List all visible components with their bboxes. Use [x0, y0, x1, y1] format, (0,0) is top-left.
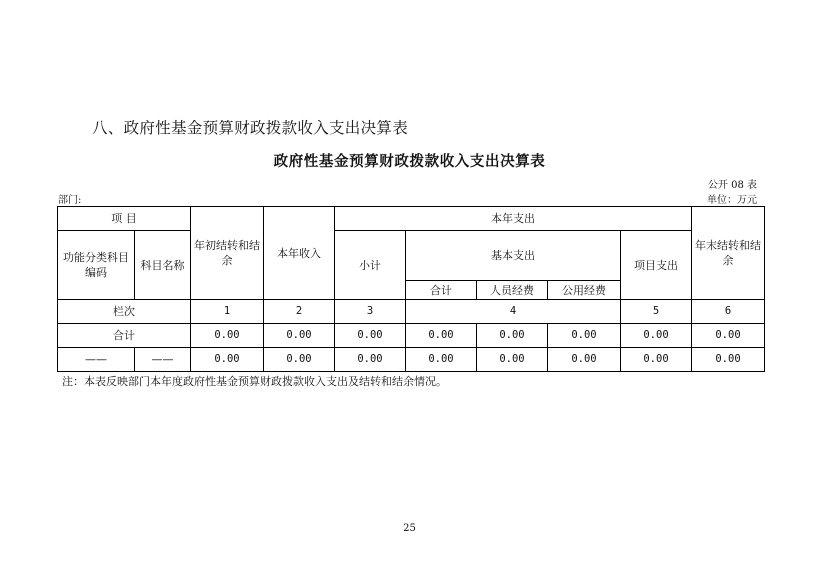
- cell-value: 0.00: [264, 324, 335, 348]
- cell-value: 0.00: [191, 324, 264, 348]
- cell-value: 0.00: [335, 324, 406, 348]
- row-name: ——: [135, 348, 191, 372]
- department-label: 部门:: [58, 195, 82, 206]
- column-index-cell: 4: [406, 300, 621, 324]
- cell-value: 0.00: [692, 324, 765, 348]
- header-begin-balance: 年初结转和结余: [191, 207, 264, 300]
- cell-value: 0.00: [692, 348, 765, 372]
- header-func-code: 功能分类科目编码: [58, 231, 135, 300]
- header-expense: 本年支出: [335, 207, 692, 231]
- table-row: [58, 348, 765, 372]
- header-subject-name: 科目名称: [135, 231, 191, 300]
- cell-value: 0.00: [477, 348, 548, 372]
- column-index-label: 栏次: [58, 300, 191, 324]
- cell-value: 0.00: [621, 324, 692, 348]
- header-personnel: 人员经费: [477, 281, 548, 300]
- cell-value: 0.00: [477, 324, 548, 348]
- footnote: 注：本表反映部门本年度政府性基金预算财政拨款收入支出及结转和结余情况。: [62, 375, 447, 388]
- column-index-cell: 2: [264, 300, 335, 324]
- header-income: 本年收入: [264, 207, 335, 300]
- cell-value: 0.00: [548, 348, 621, 372]
- header-basic-expense: 基本支出: [406, 231, 621, 281]
- row-label: 合计: [58, 324, 191, 348]
- column-index-cell: 5: [621, 300, 692, 324]
- column-index-cell: 6: [692, 300, 765, 324]
- table-title: 政府性基金预算财政拨款收入支出决算表: [273, 154, 546, 170]
- cell-value: 0.00: [264, 348, 335, 372]
- header-subtotal: 小计: [335, 231, 406, 300]
- section-heading: 八、政府性基金预算财政拨款收入支出决算表: [92, 119, 409, 137]
- form-number: 公开 08 表: [707, 180, 757, 191]
- row-code: ——: [58, 348, 135, 372]
- column-index-cell: 1: [191, 300, 264, 324]
- cell-value: 0.00: [406, 348, 477, 372]
- unit-label: 单位：万元: [707, 195, 757, 206]
- header-project-expense: 项目支出: [621, 231, 692, 300]
- cell-value: 0.00: [335, 348, 406, 372]
- budget-table: [57, 206, 765, 372]
- header-total: 合计: [406, 281, 477, 300]
- cell-value: 0.00: [621, 348, 692, 372]
- header-end-balance: 年末结转和结余: [692, 207, 765, 300]
- cell-value: 0.00: [548, 324, 621, 348]
- cell-value: 0.00: [406, 324, 477, 348]
- cell-value: 0.00: [191, 348, 264, 372]
- column-index-row: [58, 300, 765, 324]
- column-index-cell: 3: [335, 300, 406, 324]
- page-number: 25: [403, 523, 416, 534]
- header-public-use: 公用经费: [548, 281, 621, 300]
- header-project: 项 目: [58, 207, 191, 231]
- table-row: [58, 324, 765, 348]
